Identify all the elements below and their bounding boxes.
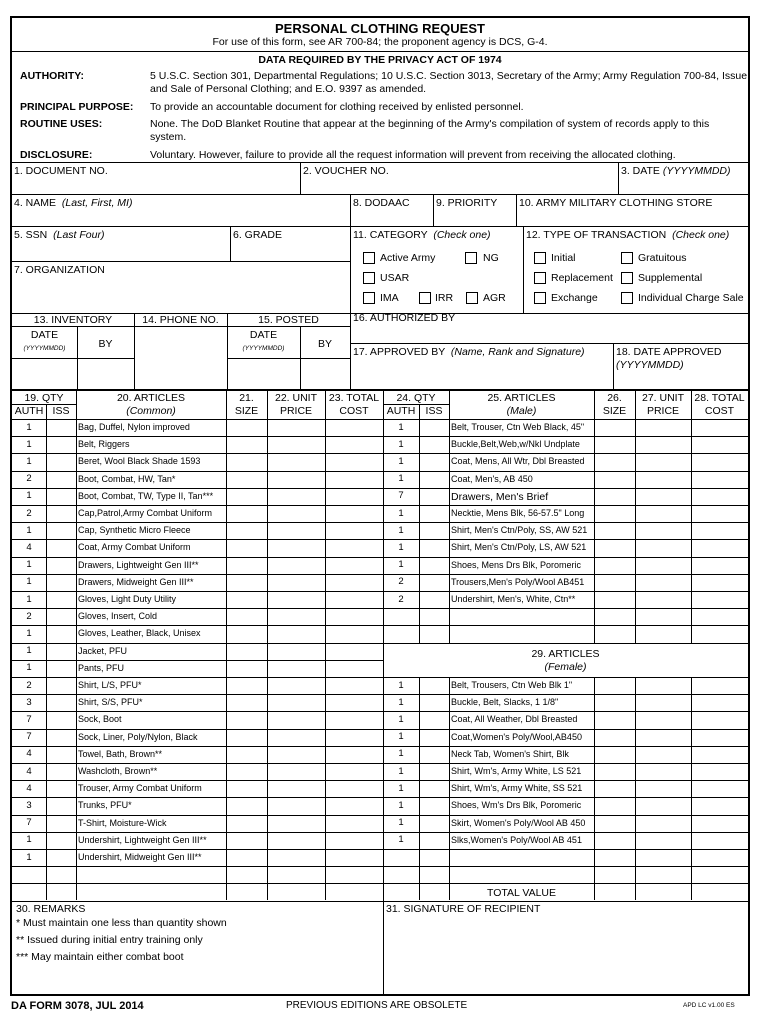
common-item-auth-qty: 3 [26,696,32,708]
male-item-article: Belt, Trouser, Ctn Web Black, 45" [451,422,585,432]
male-item-article: Coat, Mens, All Wtr, Dbl Breasted [451,456,585,467]
female-item-auth-qty: 1 [398,817,404,829]
common-item-article: Sock, Liner, Poly/Nylon, Black [78,731,198,742]
male-item-article: Undershirt, Men's, White, Ctn** [451,594,576,604]
phone-label: 14. PHONE NO. [142,314,219,326]
common-item-article: Gloves, Leather, Black, Unisex [78,628,201,639]
common-item-article: Undershirt, Lightweight Gen III** [78,834,207,845]
male-item-auth-qty: 1 [398,524,404,536]
common-item-auth-qty: 2 [26,679,32,691]
female-item-article: Shoes, Wm's Drs Blk, Poromeric [451,800,582,811]
table-rule [383,901,748,902]
common-item-article: Trunks, PFU* [78,800,132,811]
size-26-subheader: SIZE [602,405,627,417]
unit-27-header: 27. UNIT [641,392,684,404]
iss-right-header: ISS [425,405,443,417]
common-item-auth-qty: 2 [26,473,32,485]
posted-by-label: BY [317,338,332,350]
female-item-article: Slks,Women's Poly/Wool AB 451 [451,834,582,845]
priority-label: 9. PRIORITY [436,197,498,209]
female-item-auth-qty: 1 [398,713,404,725]
female-item-article: Shirt, Wm's, Army White, SS 521 [451,783,583,794]
form-id: DA FORM 3078, JUL 2014 [11,1000,144,1012]
articles-common-subheader: (Common) [126,405,176,417]
voucher-no-label: 2. VOUCHER NO. [303,165,389,177]
remarks-line-3: *** May maintain either combat boot [16,951,184,963]
male-item-auth-qty: 1 [398,559,404,571]
female-item-article: Buckle, Belt, Slacks, 1 1/8" [451,697,559,708]
male-item-article: Buckle,Belt,Web,w/Nkl Undplate [451,439,580,450]
common-item-article: T-Shirt, Moisture-Wick [78,817,167,828]
purpose-text: To provide an accountable document for clothing received by enlisted personnel. [150,101,524,113]
male-item-auth-qty: 1 [398,507,404,519]
disclosure-label: DISCLOSURE: [20,149,93,161]
common-item-auth-qty: 1 [26,455,32,467]
male-item-article: Trousers,Men's Poly/Wool AB451 [451,576,585,587]
common-item-article: Jacket, PFU [78,645,128,656]
articles-male-header: 25. ARTICLES [487,392,556,404]
transaction-initial-label: Initial [551,252,576,264]
store-label: 10. ARMY MILITARY CLOTHING STORE [519,197,713,209]
transaction-exchange-label: Exchange [551,292,598,304]
approved-by-label: 17. APPROVED BY [353,346,446,358]
authority-label: AUTHORITY: [20,70,84,82]
cost-28-subheader: COST [704,405,735,417]
category-usar-label: USAR [380,272,410,284]
common-item-auth-qty: 7 [26,817,32,829]
posted-label: 15. POSTED [258,314,319,326]
price-27-subheader: PRICE [646,405,680,417]
table-rule [383,849,748,850]
category-label: 11. CATEGORY [353,229,428,241]
unit-22-header: 22. UNIT [274,392,317,404]
male-item-article: Shirt, Men's Ctn/Poly, SS, AW 521 [451,525,588,536]
common-item-auth-qty: 4 [26,765,32,777]
table-rule [383,608,748,609]
female-item-auth-qty: 1 [398,696,404,708]
female-item-auth-qty: 1 [398,731,404,743]
routine-label: ROUTINE USES: [20,118,103,130]
auth-right-header: AUTH [386,405,416,417]
size-21-subheader: SIZE [234,405,259,417]
common-item-article: Sock, Boot [78,714,122,725]
female-item-auth-qty: 1 [398,782,404,794]
date-hint: (YYYYMMDD) [662,165,731,177]
document-no-label: 1. DOCUMENT NO. [14,165,108,177]
female-item-article: Belt, Trousers, Ctn Web Blk 1" [451,680,573,690]
common-item-article: Washcloth, Brown** [78,766,158,776]
common-item-article: Bag, Duffel, Nylon improved [78,422,190,432]
inventory-by-label: BY [98,338,113,350]
organization-label: 7. ORGANIZATION [14,264,105,276]
common-item-article: Cap,Patrol,Army Combat Uniform [78,508,213,518]
iss-left-header: ISS [52,405,70,417]
price-22-subheader: PRICE [279,405,313,417]
name-hint: (Last, First, MI) [61,197,133,209]
male-item-auth-qty: 1 [398,455,404,467]
transaction-individual-charge-sale-label: Individual Charge Sale [638,292,744,304]
common-item-article: Shirt, S/S, PFU* [78,697,143,708]
common-item-article: Trouser, Army Combat Uniform [78,783,202,794]
transaction-gratuitous-label: Gratuitous [638,252,687,264]
common-item-auth-qty: 4 [26,748,32,760]
male-item-auth-qty: 1 [398,438,404,450]
common-item-article: Gloves, Light Duty Utility [78,594,177,604]
category-agr-label: AGR [483,292,506,304]
dodaac-label: 8. DODAAC [353,197,410,209]
common-item-article: Boot, Combat, HW, Tan* [78,473,176,484]
articles-male-subheader: (Male) [506,405,537,417]
grade-label: 6. GRADE [233,229,283,241]
common-item-auth-qty: 3 [26,799,32,811]
male-item-auth-qty: 1 [398,541,404,553]
common-item-article: Towel, Bath, Brown** [78,748,163,759]
remarks-label: 30. REMARKS [16,903,86,915]
male-item-auth-qty: 1 [398,421,404,433]
common-item-auth-qty: 1 [26,834,32,846]
category-active-army-label: Active Army [380,252,436,264]
common-item-article: Gloves, Insert, Cold [78,611,158,622]
table-rule [383,866,748,867]
common-item-auth-qty: 2 [26,507,32,519]
transaction-hint: (Check one) [672,229,730,241]
common-item-article: Boot, Combat, TW, Type II, Tan*** [78,490,214,501]
female-item-article: Neck Tab, Women's Shirt, Blk [451,748,569,759]
male-item-article: Necktie, Mens Blk, 56-57.5" Long [451,508,585,518]
common-item-auth-qty: 1 [26,593,32,605]
male-item-article: Coat, Men's, AB 450 [451,473,533,484]
form-title: PERSONAL CLOTHING REQUEST [275,21,485,36]
common-item-auth-qty: 1 [26,490,32,502]
auth-left-header: AUTH [14,405,44,417]
signature-label: 31. SIGNATURE OF RECIPIENT [386,903,541,915]
disclosure-text: Voluntary. However, failure to provide all the request information will prevent from receiving the allocated clothing. [150,149,676,161]
category-irr-label: IRR [435,292,454,304]
date-label: 3. DATE [621,165,660,177]
female-item-auth-qty: 1 [398,748,404,760]
inventory-date-hint: (YYYYMMDD) [23,345,66,352]
male-item-auth-qty: 2 [398,576,404,588]
female-item-article: Coat, All Weather, Dbl Breasted [451,714,578,725]
articles-common-header: 20. ARTICLES [116,392,186,404]
remarks-line-1: * Must maintain one less than quantity shown [16,917,227,929]
date-approved-label: 18. DATE APPROVED [616,346,722,358]
inventory-label: 13. INVENTORY [33,314,113,326]
category-hint: (Check one) [433,229,491,241]
total-value-label: TOTAL VALUE [486,887,557,899]
items-table [12,18,748,994]
privacy-heading: DATA REQUIRED BY THE PRIVACY ACT OF 1974 [258,54,502,66]
common-item-auth-qty: 1 [26,559,32,571]
routine-text-2: system. [150,131,187,143]
male-item-article: Shirt, Men's Ctn/Poly, LS, AW 521 [451,542,587,553]
common-item-auth-qty: 4 [26,782,32,794]
authority-text-2: and Sale of Personal Clothing; and E.O. 9397 as amended. [150,83,427,95]
common-item-auth-qty: 1 [26,421,32,433]
common-item-article: Shirt, L/S, PFU* [78,680,142,690]
posted-date-label: DATE [249,329,278,341]
transaction-replacement-label: Replacement [551,272,613,284]
common-item-auth-qty: 1 [26,645,32,657]
authority-text-1: 5 U.S.C. Section 301, Departmental Regulations; 10 U.S.C. Section 3013, Secretary of the Army; Army Regulation 700-84, Issue [150,70,748,82]
category-ima-label: IMA [380,292,399,304]
common-item-article: Pants, PFU [78,662,125,673]
common-item-auth-qty: 7 [26,731,32,743]
date-approved-hint: (YYYYMMDD) [616,359,684,371]
common-item-article: Cap, Synthetic Micro Fleece [78,525,191,536]
transaction-supplemental-label: Supplemental [638,272,703,284]
common-item-auth-qty: 1 [26,438,32,450]
clothing-request-form [10,16,750,996]
qty-left-header: 19. QTY [24,392,64,404]
male-item-auth-qty: 2 [398,593,404,605]
routine-text-1: None. The DoD Blanket Routine that appear at the beginning of the Army's compilation of system of records apply to this [150,118,710,130]
table-rule [383,643,748,644]
remarks-line-2: ** Issued during initial entry training only [16,934,203,946]
size-26-header: 26. [607,392,622,404]
common-item-auth-qty: 7 [26,713,32,725]
common-item-auth-qty: 1 [26,576,32,588]
inventory-date-label: DATE [30,329,59,341]
articles-female-header: 29. ARTICLES [531,648,600,660]
common-item-article: Drawers, Lightweight Gen III** [78,559,199,570]
approved-by-hint: (Name, Rank and Signature) [450,346,585,358]
male-item-auth-qty: 7 [398,490,404,502]
remarks-field[interactable] [13,968,382,994]
cost-23-subheader: COST [339,405,369,417]
table-rule [12,901,383,902]
male-item-article: Shoes, Mens Drs Blk, Poromeric [451,559,582,570]
common-item-auth-qty: 1 [26,627,32,639]
female-item-article: Coat,Women's Poly/Wool,AB450 [451,731,582,742]
common-item-article: Belt, Riggers [78,439,130,450]
table-rule [12,866,383,867]
category-ng-label: NG [483,252,499,264]
common-item-auth-qty: 2 [26,610,32,622]
common-item-article: Beret, Wool Black Shade 1593 [78,456,201,467]
table-rule [383,625,748,626]
signature-field[interactable] [384,917,747,994]
ssn-label: 5. SSN [14,229,48,241]
female-item-article: Skirt, Women's Poly/Wool AB 450 [451,817,586,828]
purpose-label: PRINCIPAL PURPOSE: [20,101,134,113]
transaction-label: 12. TYPE OF TRANSACTION [526,229,667,241]
posted-date-hint: (YYYYMMDD) [242,345,285,352]
common-item-article: Drawers, Midweight Gen III** [78,576,194,587]
male-item-article: Drawers, Men's Brief [451,490,549,503]
female-item-article: Shirt, Wm's, Army White, LS 521 [451,766,582,776]
total-28-header: 28. TOTAL [694,392,745,404]
articles-female-subheader: (Female) [544,661,587,673]
female-item-auth-qty: 1 [398,834,404,846]
common-item-auth-qty: 4 [26,541,32,553]
female-item-auth-qty: 1 [398,679,404,691]
female-item-auth-qty: 1 [398,765,404,777]
size-21-header: 21. [239,392,254,404]
common-item-auth-qty: 1 [26,524,32,536]
common-item-auth-qty: 1 [26,662,32,674]
name-label: 4. NAME [14,197,57,209]
ssn-hint: (Last Four) [53,229,105,241]
total-23-header: 23. TOTAL [328,392,380,404]
qty-right-header: 24. QTY [396,392,436,404]
female-item-auth-qty: 1 [398,799,404,811]
male-item-auth-qty: 1 [398,473,404,485]
table-rule [12,883,383,884]
editions-notice: PREVIOUS EDITIONS ARE OBSOLETE [286,1000,468,1011]
form-subtitle: For use of this form, see AR 700-84; the proponent agency is DCS, G-4. [212,36,548,48]
common-item-article: Undershirt, Midweight Gen III** [78,852,202,862]
common-item-auth-qty: 1 [26,851,32,863]
authorized-by-label: 16. AUTHORIZED BY [353,312,456,324]
version-label: APD LC v1.00 ES [683,1002,735,1009]
common-item-article: Coat, Army Combat Uniform [78,542,191,553]
table-rule [383,883,748,884]
